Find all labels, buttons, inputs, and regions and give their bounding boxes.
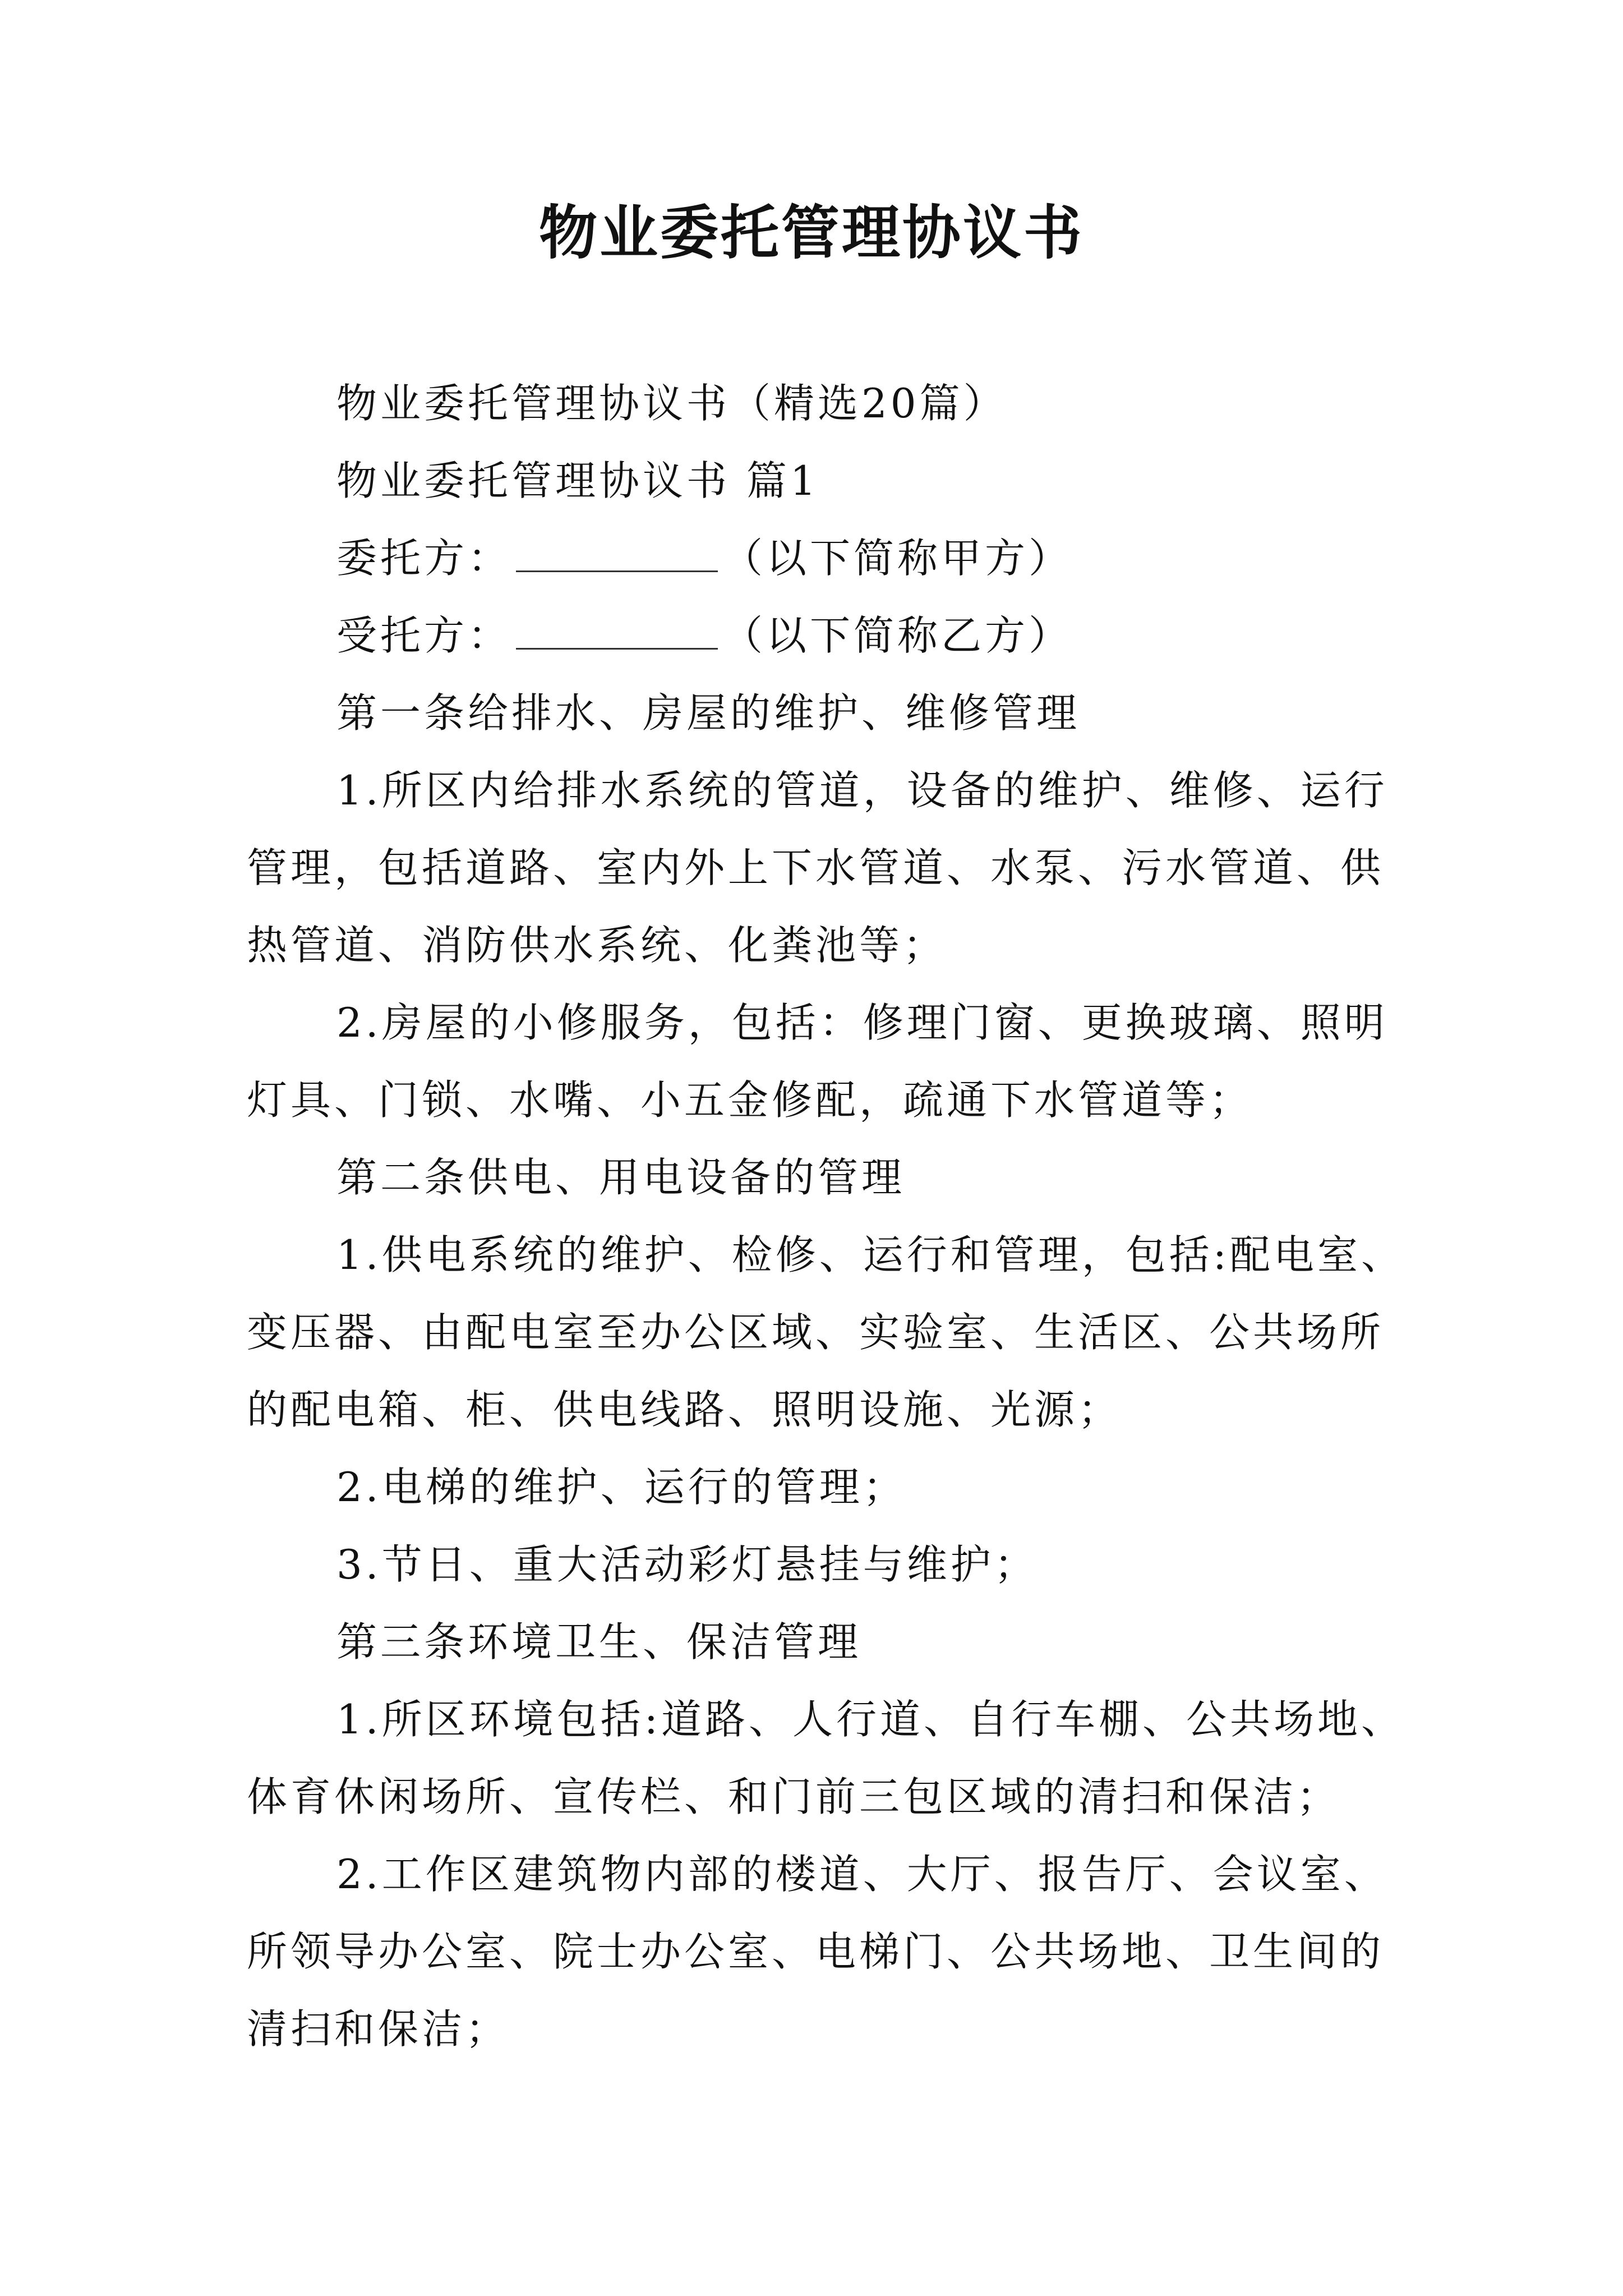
section-heading: 物业委托管理协议书 篇1 xyxy=(336,457,819,504)
entrusting-party-label: 委托方： xyxy=(336,535,512,582)
paragraph-line: 清扫和保洁； xyxy=(247,2005,510,2053)
entrusting-party-line xyxy=(247,519,1385,597)
paragraph-line: 2.电梯的维护、运行的管理； xyxy=(336,1464,907,1511)
paragraph-line: 体育休闲场所、宣传栏、和门前三包区域的清扫和保洁； xyxy=(247,1773,1341,1820)
document-body xyxy=(247,365,1405,2068)
paragraph-line: 2.工作区建筑物内部的楼道、大厅、报告厅、会议室、 xyxy=(336,1851,1388,1898)
entrusting-party-blank xyxy=(516,531,718,572)
paragraph-line: 灯具、门锁、水嘴、小五金修配，疏通下水管道等； xyxy=(247,1076,1253,1124)
paragraph-line: 3.节日、重大活动彩灯悬挂与维护； xyxy=(336,1541,1038,1588)
paragraph-line: 变压器、由配电室至办公区域、实验室、生活区、公共场所 xyxy=(247,1309,1385,1356)
article-heading: 第二条供电、用电设备的管理 xyxy=(336,1154,906,1201)
entrusted-party-blank xyxy=(516,609,718,650)
article-heading: 第一条给排水、房屋的维护、维修管理 xyxy=(336,689,1081,737)
paragraph-line: 2.房屋的小修服务，包括：修理门窗、更换玻璃、照明 xyxy=(336,999,1388,1046)
entrusting-party-suffix: （以下简称甲方） xyxy=(722,535,1073,582)
article-heading: 第三条环境卫生、保洁管理 xyxy=(336,1618,862,1665)
paragraph-line: 所领导办公室、院士办公室、电梯门、公共场地、卫生间的 xyxy=(247,1928,1385,1975)
paragraph-line: 热管道、消防供水系统、化粪池等； xyxy=(247,922,947,969)
paragraph-line: 1.所区内给排水系统的管道，设备的维护、维修、运行 xyxy=(336,767,1388,814)
entrusted-party-line xyxy=(247,597,1385,674)
document-title: 物业委托管理协议书 xyxy=(538,198,1084,267)
entrusted-party-suffix: （以下简称乙方） xyxy=(722,612,1073,659)
paragraph-line: 管理，包括道路、室内外上下水管道、水泵、污水管道、供 xyxy=(247,844,1385,891)
entrusted-party-label: 受托方： xyxy=(336,612,512,659)
paragraph-line: 的配电箱、柜、供电线路、照明设施、光源； xyxy=(247,1386,1122,1433)
paragraph-line: 1.所区环境包括:道路、人行道、自行车棚、公共场地、 xyxy=(336,1696,1405,1743)
subtitle-line: 物业委托管理协议书（精选20篇） xyxy=(336,380,1007,427)
paragraph-line: 1.供电系统的维护、检修、运行和管理，包括:配电室、 xyxy=(336,1231,1405,1278)
